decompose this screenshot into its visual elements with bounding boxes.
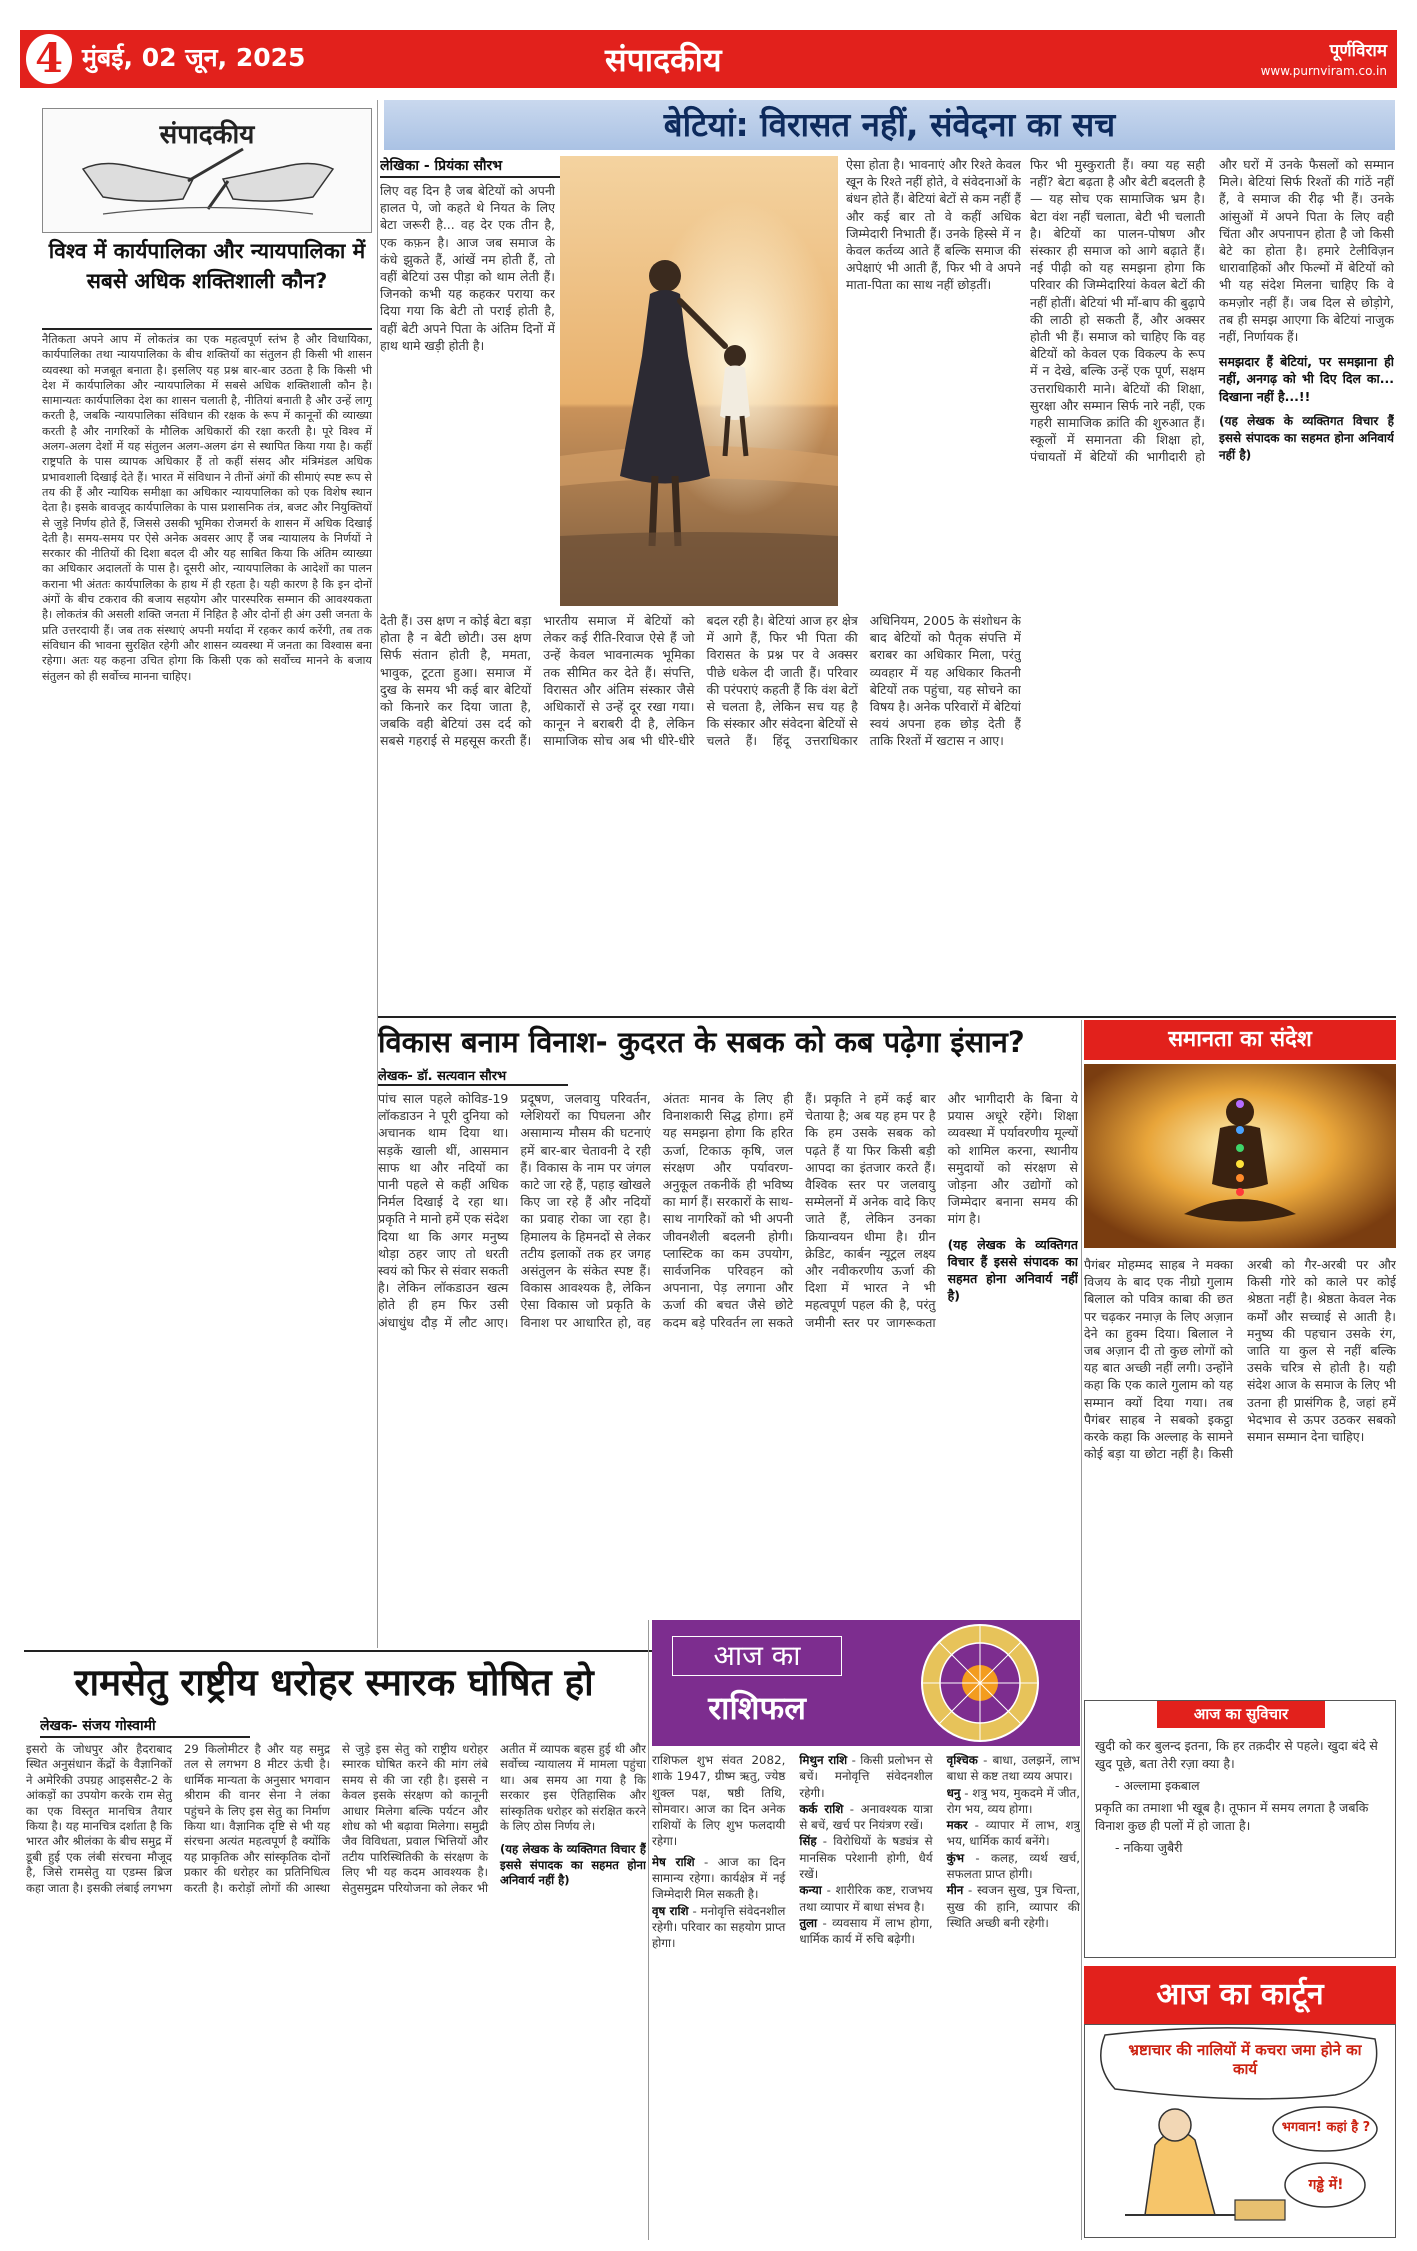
- paper-url[interactable]: www.purnviram.co.in: [1260, 64, 1387, 78]
- mother-daughter-beach-image: [560, 156, 838, 606]
- sign-text: विरोधियों के षड्यंत्र से मानसिक परेशानी होगी, धैर्य रखें।: [799, 1834, 933, 1882]
- zodiac-wheel-icon: [870, 1620, 1070, 1746]
- rashifal-sign: मीन - स्वजन सुख, पुत्र चिन्ता, सुख की हानि, व्यापार की स्थिति अच्छी बनी रहेगी।: [946, 1883, 1080, 1930]
- beti-headline: बेटियां: विरासत नहीं, संवेदना का सच: [663, 105, 1116, 144]
- beti-poem-quote: समझदार हैं बेटियां, पर समझाना ही नहीं, अनगढ़ को भी दिए दिल का... दिखाना नहीं है...!!: [1219, 354, 1394, 404]
- samanta-headline: समानता का संदेश: [1084, 1020, 1396, 1060]
- sign-text: व्यापार में लाभ, शत्रु भय, धार्मिक कार्य बनेंगे।: [946, 1818, 1080, 1849]
- divider: [378, 1016, 1396, 1018]
- sign-text: मनोवृत्ति संवेदनशील रहेगी। परिवार का सहयोग प्राप्त होगा।: [652, 1903, 786, 1951]
- sign-name: मिथुन राशि: [799, 1753, 848, 1767]
- suvichar-box: [1084, 1700, 1396, 1958]
- rashifal-label-2: राशिफल: [708, 1689, 806, 1727]
- ramsetu-byline: लेखक- संजय गोस्वामी: [40, 1716, 250, 1738]
- sign-name: मेष राशि: [652, 1854, 695, 1869]
- sign-name: वृष राशि: [652, 1903, 689, 1918]
- issue-date: मुंबई, 02 जून, 2025: [82, 43, 306, 72]
- rashifal-sign: कन्या - शारीरिक कष्ट, राजभय तथा व्यापार में बाधा संभव है।: [799, 1883, 933, 1914]
- rashifal-label-1: आज का: [672, 1636, 842, 1676]
- suvichar-author-2: - नकिया जुबैरी: [1115, 1840, 1183, 1855]
- page-number: 4: [26, 34, 72, 84]
- rashifal-sign: धनु - शत्रु भय, मुकदमे में जीत, रोग भय, व्यय होगा।: [946, 1785, 1080, 1816]
- sign-text: आज का दिन सामान्य रहेगा। कार्यक्षेत्र में नई जिम्मेदारी मिल सकती है।: [652, 1854, 786, 1902]
- vikas-byline: लेखक- डॉ. सत्यवान सौरभ: [378, 1066, 568, 1086]
- sign-text: शारीरिक कष्ट, राजभय तथा व्यापार में बाधा संभव है।: [799, 1883, 933, 1914]
- rashifal-sign: मेष राशि - आज का दिन सामान्य रहेगा। कार्यक्षेत्र में नई जिम्मेदारी मिल सकती है।: [652, 1854, 786, 1902]
- sign-text: बाधा, उलझनें, लाभ बाधा से कष्ट तथा व्यय अपार।: [946, 1753, 1080, 1784]
- cartoon-bubble-1: भ्रष्टाचार की नालियों में कचरा जमा होने का कार्य: [1128, 2041, 1362, 2078]
- meditation-image: [1084, 1064, 1396, 1248]
- sign-name: मीन: [946, 1883, 964, 1898]
- vikas-body: पांच साल पहले कोविड-19 लॉकडाउन ने पूरी दुनिया को अचानक थाम दिया था। सड़कें खाली थीं, आसमान साफ था और नदियों का पानी पहले से कहीं अधिक निर्मल दिखाई दे रहा था। प्रकृति ने मानो हमें एक संदेश दिया था कि अगर मनुष्य थोड़ा ठहर जाए तो धरती स्वयं को फिर से संवार सकती है। लेकिन लॉकडाउन खत्म होते ही हम फिर उसी अंधाधुंध दौड़ में लौट आए। प्रदूषण, जलवायु परिवर्तन, ग्लेशियरों का पिघलना और असामान्य मौसम की घटनाएं हमें बार-बार चेतावनी दे रही हैं। विकास के नाम पर जंगल काटे जा रहे हैं, पहाड़ खोखले किए जा रहे हैं और नदियों का प्रवाह रोका जा रहा है। हिमालय के हिमनदों से लेकर तटीय इलाकों तक हर जगह असंतुलन के संकेत स्पष्ट हैं। विकास आवश्यक है, लेकिन ऐसा विकास जो प्रकृति के विनाश पर आधारित हो, वह अंततः मानव के लिए ही विनाशकारी सिद्ध होगा। हमें यह समझना होगा कि हरित ऊर्जा, टिकाऊ कृषि, जल संरक्षण और पर्यावरण-अनुकूल तकनीकें ही भविष्य का मार्ग हैं। सरकारों के साथ-साथ नागरिकों को भी अपनी जीवनशैली बदलनी होगी। प्लास्टिक का कम उपयोग, सार्वजनिक परिवहन को अपनाना, पेड़ लगाना और ऊर्जा की बचत जैसे छोटे कदम बड़े परिवर्तन ला सकते हैं। प्रकृति ने हमें कई बार चेताया है; अब यह हम पर है कि हम उसके सबक को पढ़ते हैं या फिर किसी बड़ी आपदा का इंतजार करते हैं। वैश्विक स्तर पर जलवायु सम्मेलनों में अनेक वादे किए जाते हैं, लेकिन उनका क्रियान्वयन धीमा है। ग्रीन क्रेडिट, कार्बन न्यूट्रल लक्ष्य और नवीकरणीय ऊर्जा की दिशा में भारत ने भी महत्वपूर्ण पहल की है, परंतु जमीनी स्तर पर जागरूकता और भागीदारी के बिना ये प्रयास अधूरे रहेंगे। शिक्षा व्यवस्था में पर्यावरणीय मूल्यों को शामिल करना, स्थानीय समुदायों को संरक्षण से जोड़ना और उद्योगों को जिम्मेदार बनाना समय की मांग है।: [378, 1091, 1078, 1330]
- section-title: संपादकीय: [605, 41, 722, 79]
- samanta-body: पैगंबर मोहम्मद साहब ने मक्का विजय के बाद एक नीग्रो गुलाम बिलाल को पवित्र काबा की छत पर चढ़कर नमाज़ के लिए अज़ान देने का हुक्म दिया। बिलाल ने जब अज़ान दी तो कुछ लोगों को यह बात अच्छी नहीं लगी। उन्होंने कहा कि एक काले गुलाम को यह सम्मान क्यों दिया गया। तब पैगंबर साहब ने सबको इकट्ठा करके कहा कि अल्लाह के सामने कोई बड़ा या छोटा नहीं है। किसी अरबी को गैर-अरबी पर और किसी गोरे को काले पर कोई श्रेष्ठता नहीं है। श्रेष्ठता केवल नेक कर्मों और सच्चाई से आती है। मनुष्य की पहचान उसके रंग, जाति या कुल से नहीं बल्कि उसके चरित्र से होती है। यही संदेश आज के समाज के लिए भी उतना ही प्रासंगिक है, जहां हमें भेदभाव से ऊपर उठकर सबको समान सम्मान देना चाहिए।: [1084, 1257, 1396, 1462]
- rashifal-sign: कुंभ - कलह, व्यर्थ खर्च, सफलता प्राप्त होगी।: [946, 1850, 1080, 1882]
- sign-name: कुंभ: [946, 1850, 965, 1865]
- divider: [42, 328, 372, 330]
- suvichar-quote-2: प्रकृति का तमाशा भी खूब है। तूफान में समय लगता है जबकि विनाश कुछ ही पलों में हो जाता है।: [1095, 1800, 1369, 1833]
- rashifal-sign: वृष राशि - मनोवृत्ति संवेदनशील रहेगी। परिवार का सहयोग प्राप्त होगा।: [652, 1903, 786, 1951]
- writing-hands-icon: [43, 109, 372, 233]
- beti-column-1: लिए वह दिन है जब बेटियों को अपनी हालत पे, जो कहते थे नियत के लिए बेटा जरूरी है... वह देर एक तीन है, एक कफ़न है। आज जब समाज के कंधे झुकते हैं, आंखें नम होती हैं, तो वहीं बेटियां उस पीड़ा को थाम लेती हैं। जिनको कभी यह कहकर पराया कर दिया गया कि बेटी तो पराई होती है, वहीं बेटी अपने पिता के अंतिम दिनों में हाथ थामे खड़ी होती है।: [380, 183, 555, 353]
- editorial-logo-label: संपादकीय: [159, 120, 255, 150]
- ramsetu-headline: रामसेतु राष्ट्रीय धरोहर स्मारक घोषित हो: [74, 1661, 594, 1704]
- sign-text: अनावश्यक यात्रा से बचें, खर्च पर नियंत्रण रखें।: [799, 1801, 933, 1833]
- beti-lower-columns: देती हैं। उस क्षण न कोई बेटा बड़ा होता है न बेटी छोटी। उस क्षण सिर्फ संतान होती है, ममता, भावुक, टूटता हुआ। समाज में दुख के समय भी कई बार बेटियों को किनारे कर दिया जाता है, जबकि वही बेटियां उस दर्द को सबसे गहराई से महसूस करती हैं। भारतीय समाज में बेटियों को लेकर कई रीति-रिवाज ऐसे हैं जो उन्हें केवल भावनात्मक भूमिका तक सीमित कर देते हैं। संपत्ति, विरासत और अंतिम संस्कार जैसे अधिकारों से उन्हें दूर रखा गया। कानून ने बराबरी दी है, लेकिन सामाजिक सोच अब भी धीरे-धीरे बदल रही है। बेटियां आज हर क्षेत्र में आगे हैं, फिर भी पिता की विरासत के प्रश्न पर वे अक्सर पीछे धकेल दी जाती हैं। परिवार की परंपराएं कहती हैं कि वंश बेटों से चलता है, लेकिन सच यह है कि संस्कार और संवेदना बेटियों से चलते हैं। हिंदू उत्तराधिकार अधिनियम, 2005 के संशोधन के बाद बेटियों को पैतृक संपत्ति में बराबर का अधिकार मिला, परंतु व्यवहार में यह अधिकार कितनी बेटियों तक पहुंचा, यह सोचने का विषय है। अनेक परिवारों में बेटियां स्वयं अपना हक छोड़ देती हैं ताकि रिश्तों में खटास न आए।: [380, 613, 1021, 749]
- vikas-disclaimer: (यह लेखक के व्यक्तिगत विचार हैं इससे संपादक का सहमत होना अनिवार्य नहीं है): [947, 1236, 1078, 1304]
- sign-text: शत्रु भय, मुकदमे में जीत, रोग भय, व्यय होगा।: [946, 1785, 1080, 1816]
- beti-right-body: फिर भी मुस्कुराती हैं। क्या यह सही नहीं? बेटा बढ़ता है और बेटी बदलती है — यह सोच एक सामाजिक भ्रम है। बेटा वंश नहीं चलाता, बेटी भी चलाती है। बेटियों का पालन-पोषण और संस्कार ही समाज को आगे बढ़ाते हैं। नई पीढ़ी को यह समझना होगा कि परिवार की जिम्मेदारियां केवल बेटों की नहीं होतीं। बेटियां भी माँ-बाप की बुढ़ापे की लाठी हो सकती हैं, और अक्सर होती भी हैं। समाज को चाहिए कि वह बेटियों को केवल एक विकल्प के रूप में न देखे, बल्कि उन्हें एक पूर्ण, सक्षम उत्तराधिकारी माने। बेटियों की शिक्षा, सुरक्षा और सम्मान सिर्फ नारे नहीं, एक गहरी सामाजिक क्रांति की शुरुआत हैं। स्कूलों में समानता की शिक्षा हो, पंचायतों में बेटियों की भागीदारी हो और घरों में उनके फैसलों को सम्मान मिले। बेटियां सिर्फ रिश्तों की गांठें नहीं हैं, वे समाज की रीढ़ भी हैं। उनके आंसुओं में अपने पिता के लिए वही चिंता और अपनापन होता है जो किसी बेटे का होता है। हमारे टेलीविज़न धारावाहिकों और फिल्मों में बेटियों को भी यह संदेश मिलना चाहिए कि वे कमज़ोर नहीं हैं। जब दिल से छोड़ोगे, तब ही समझ आएगा कि बेटियां नाजुक नहीं, निर्णायक हैं।: [1030, 157, 1394, 465]
- paper-name: पूर्णविराम: [1329, 41, 1387, 61]
- sign-name: धनु: [946, 1785, 961, 1800]
- cartoon-bubble-3: गड्ढे में!: [1308, 2177, 1344, 2193]
- rashifal-sign: कर्क राशि - अनावश्यक यात्रा से बचें, खर्च पर नियंत्रण रखें।: [799, 1801, 933, 1833]
- sign-name: कन्या: [799, 1883, 822, 1898]
- vikas-headline: विकास बनाम विनाश- कुदरत के सबक को कब पढ़ेगा इंसान?: [378, 1025, 1025, 1059]
- editorial-headline: विश्व में कार्यपालिका और न्यायपालिका में सबसे अधिक शक्तिशाली कौन?: [48, 239, 366, 293]
- cartoon-headline: आज का कार्टून: [1084, 1966, 1396, 2024]
- column-divider: [648, 1620, 649, 2240]
- editorial-logo: [42, 108, 372, 233]
- rashifal-sign: सिंह - विरोधियों के षड्यंत्र से मानसिक परेशानी होगी, धैर्य रखें।: [799, 1834, 933, 1882]
- sign-name: सिंह: [799, 1834, 817, 1849]
- beti-byline: लेखिका - प्रियंका सौरभ: [380, 156, 560, 178]
- rashifal-sign: तुला - व्यवसाय में लाभ होगा, धार्मिक कार्य में रुचि बढ़ेगी।: [799, 1915, 933, 1947]
- rashifal-sign: मिथुन राशि - किसी प्रलोभन से बचें। मनोवृत्ति संवेदनशील रहेगी।: [799, 1753, 933, 1800]
- editorial-body: नैतिकता अपने आप में लोकतंत्र का एक महत्वपूर्ण स्तंभ है और विधायिका, कार्यपालिका तथा न्यायपालिका के बीच शक्तियों का संतुलन ही किसी भी शासन व्यवस्था को मजबूत बनाता है। इसलिए यह प्रश्न बार-बार उठता है कि किसी भी देश में कार्यपालिका और न्यायपालिका में सबसे अधिक शक्तिशाली कौन है। सामान्यतः कार्यपालिका देश का शासन चलाती है, नीतियां बनाती है और उन्हें लागू करती है, जबकि न्यायपालिका संविधान की रक्षक के रूप में कानूनों की व्याख्या करती है और नागरिकों के मौलिक अधिकारों की रक्षा करती है। पूरे विश्व में अलग-अलग देशों में यह संतुलन अलग-अलग ढंग से स्थापित किया गया है। कहीं राष्ट्रपति के पास व्यापक अधिकार हैं तो कहीं संसद और मंत्रिमंडल अधिक प्रभावशाली दिखाई देते हैं। भारत में संविधान ने तीनों अंगों की सीमाएं स्पष्ट रूप से तय की हैं और न्यायिक समीक्षा का अधिकार न्यायपालिका को एक विशेष स्थान देता है। इसके बावजूद कार्यपालिका के पास प्रशासनिक तंत्र, बजट और नियुक्तियों से जुड़े निर्णय होते हैं, जिससे उसकी भूमिका रोजमर्रा के शासन में अधिक दिखाई देती है। समय-समय पर ऐसे अनेक अवसर आए हैं जब न्यायालय के निर्णयों ने सरकार की नीतियों की दिशा बदल दी और यह साबित किया कि अंतिम व्याख्या का अधिकार अदालतों के पास है। दूसरी ओर, न्यायपालिका के आदेशों का पालन कराना भी अंततः कार्यपालिका के हाथ में ही रहता है। यही कारण है कि इन दोनों अंगों के बीच टकराव की बजाय सहयोग और पारस्परिक सम्मान की आवश्यकता है। लोकतंत्र की असली शक्ति जनता में निहित है और दोनों ही अंग उसी जनता के प्रति उत्तरदायी हैं। जब तक संस्थाएं अपनी मर्यादा में रहकर कार्य करेंगी, तब तक संविधान की भावना सुरक्षित रहेगी और शासन व्यवस्था में जनता का विश्वास बना रहेगा। अतः यह कहना उचित होगा कि किसी एक को सर्वोच्च मानने के बजाय संतुलन को ही सर्वोच्च मानना चाहिए।: [42, 333, 372, 683]
- sign-name: मकर: [946, 1818, 968, 1833]
- suvichar-headline: आज का सुविचार: [1157, 1700, 1325, 1728]
- rashifal-sign: वृश्चिक - बाधा, उलझनें, लाभ बाधा से कष्ट तथा व्यय अपार।: [946, 1753, 1080, 1784]
- sign-text: कलह, व्यर्थ खर्च, सफलता प्राप्त होगी।: [946, 1850, 1080, 1882]
- suvichar-lines: [1095, 1737, 1387, 1861]
- suvichar-author-1: - अल्लामा इकबाल: [1115, 1778, 1200, 1793]
- column-divider: [1081, 1020, 1082, 2240]
- rashifal-intro: राशिफल शुभ संवत 2082, शाके 1947, ग्रीष्म ऋतु, ज्येष्ठ शुक्ल पक्ष, षष्ठी तिथि, सोमवार। आज का दिन अनेक राशियों के लिए शुभ फलदायी रहेगा।: [652, 1753, 786, 1849]
- beti-disclaimer: (यह लेखक के व्यक्तिगत विचार हैं इससे संपादक का सहमत होना अनिवार्य नहीं है): [1219, 413, 1394, 463]
- beti-column-2: ऐसा होता है। भावनाएं और रिश्ते केवल खून के रिश्ते नहीं होते, वे संवेदनाओं के बंधन होते हैं। बेटियां बेटों से कम नहीं हैं और कई बार तो वे कहीं अधिक जिम्मेदारी निभाती हैं। उनके हिस्से में न केवल कर्तव्य आते हैं बल्कि समाज की अपेक्षाएं भी आती हैं, फिर भी वे अपने माता-पिता का साथ नहीं छोड़तीं।: [846, 157, 1021, 293]
- ramsetu-body: इसरो के जोधपुर और हैदराबाद स्थित अनुसंधान केंद्रों के वैज्ञानिकों ने अमेरिकी उपग्रह आइससैट-2 के आंकड़ों का उपयोग करके राम सेतु का एक विस्तृत मानचित्र तैयार किया है। यह मानचित्र दर्शाता है कि भारत और श्रीलंका के बीच समुद्र में डूबी हुई एक लंबी संरचना मौजूद है, जिसे रामसेतु या एडम्स ब्रिज कहा जाता है। इसकी लंबाई लगभग 29 किलोमीटर है और यह समुद्र तल से लगभग 8 मीटर ऊंची है। धार्मिक मान्यता के अनुसार भगवान श्रीराम की वानर सेना ने लंका पहुंचने के लिए इस सेतु का निर्माण किया था। वैज्ञानिक दृष्टि से भी यह संरचना अत्यंत महत्वपूर्ण है क्योंकि यह प्राकृतिक और सांस्कृतिक दोनों प्रकार की धरोहर का प्रतिनिधित्व करती है। करोड़ों लोगों की आस्था से जुड़े इस सेतु को राष्ट्रीय धरोहर स्मारक घोषित करने की मांग लंबे समय से की जा रही है। इससे न केवल इसके संरक्षण को कानूनी आधार मिलेगा बल्कि पर्यटन और शोध को भी बढ़ावा मिलेगा। समुद्री जैव विविधता, प्रवाल भित्तियों और तटीय पारिस्थितिकी के संरक्षण के लिए भी यह कदम आवश्यक है। सेतुसमुद्रम परियोजना को लेकर भी अतीत में व्यापक बहस हुई थी और सर्वोच्च न्यायालय में मामला पहुंचा था। अब समय आ गया है कि सरकार इस ऐतिहासिक और सांस्कृतिक धरोहर को संरक्षित करने के लिए ठोस निर्णय ले।: [26, 1742, 646, 1895]
- meditation-chakra-icon: [1084, 1064, 1396, 1248]
- vikas-body-columns: [378, 1090, 1078, 1618]
- ramsetu-disclaimer: (यह लेखक के व्यक्तिगत विचार हैं इससे संपादक का सहमत होना अनिवार्य नहीं है): [500, 1842, 646, 1888]
- cartoon-panel: [1084, 2024, 1396, 2238]
- mother-daughter-beach-photo: [560, 156, 838, 606]
- sign-name: कर्क राशि: [799, 1801, 844, 1816]
- rashifal-sign: मकर - व्यापार में लाभ, शत्रु भय, धार्मिक कार्य बनेंगे।: [946, 1818, 1080, 1849]
- sign-name: वृश्चिक: [946, 1753, 978, 1767]
- rashifal-body: [652, 1752, 1080, 2244]
- sign-text: किसी प्रलोभन से बचें। मनोवृत्ति संवेदनशील रहेगी।: [799, 1753, 933, 1800]
- sign-text: स्वजन सुख, पुत्र चिन्ता, सुख की हानि, व्यापार की स्थिति अच्छी बनी रहेगी।: [946, 1883, 1080, 1930]
- rashifal-banner: [652, 1620, 1080, 1746]
- cartoon-bubble-2: भगवान! कहां है ?: [1281, 2120, 1371, 2135]
- sign-text: व्यवसाय में लाभ होगा, धार्मिक कार्य में रुचि बढ़ेगी।: [799, 1915, 933, 1947]
- sign-name: तुला: [799, 1915, 818, 1930]
- beti-right-columns: [1030, 156, 1394, 1014]
- masthead: [20, 30, 1397, 88]
- ramsetu-body-columns: [26, 1742, 646, 2242]
- suvichar-quote-1: खुदी को कर बुलन्द इतना, कि हर तक़दीर से पहले। खुदा बंदे से खुद पूछे, बता तेरी रज़ा क्या है।: [1095, 1738, 1378, 1771]
